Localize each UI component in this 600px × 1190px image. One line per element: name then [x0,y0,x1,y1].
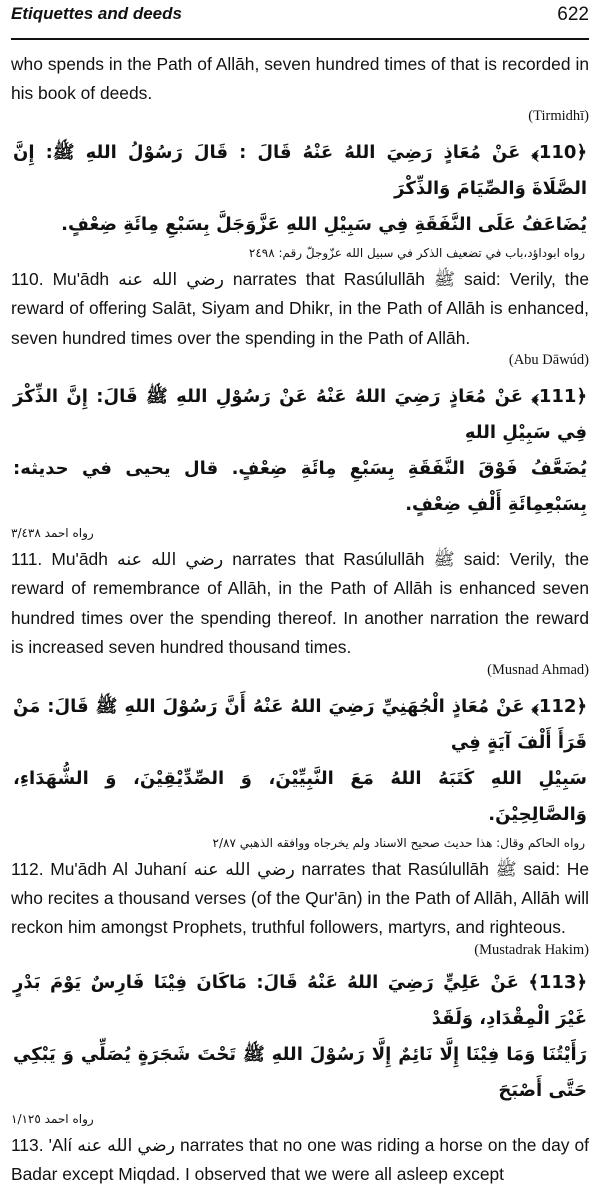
hadith-113-arabic-line-2: رَأَيْتُنَا وَمَا فِيْنَا إِلَّا نَائِمٌ إِلَّا رَسُوْلَ اللهِ ﷺ تَحْتَ شَجَرَةٍ يُصَلِّي وَ يَبْكِي حَتَّى أَصْبَحَ [13,1043,587,1101]
hadith-113-translation: 113. 'Alí رضي الله عنه narrates that no one was riding a horse on the day of Badar except Miqdad. I observed that we were all asleep except [11,1134,590,1185]
hadith-111-reference: رواه احمد ٣/٤٣٨ [11,526,94,541]
hadith-112-reference: رواه الحاكم وقال: هذا حديث صحيح الاسناد ولم يخرجاه ووافقه الذهبي ٢/٨٧ [212,835,585,850]
hadith-112-source: (Mustadrak Hakim) [474,941,589,958]
hadith-110 [11,135,589,371]
hadith-110-reference: رواه ابوداؤد،باب في تضعيف الذكر في سبيل الله عزّوجلّ رقم: ٢٤٩٨ [248,245,585,260]
section-title: Etiquettes and deeds [11,4,182,23]
hadith-113 [11,965,589,1190]
hadith-113-reference: رواه احمد ١/١٢٥ [11,1111,94,1126]
hadith-112-arabic-line-1: ﴿112﴾ عَنْ مُعَاذٍ الْجُهَنِيِّ رَضِيَ اللهُ عَنْهُ أَنَّ رَسُوْلَ اللهِ ﷺ قَالَ: مَنْ قَرَأَ أَلْفَ آيَةٍ فِي [13,695,587,753]
hadith-113-arabic-line-1: ﴿113﴾ عَنْ عَلِيٍّ رَضِيَ اللهُ عَنْهُ قَالَ: مَاكَانَ فِيْنَا فَارِسٌ يَوْمَ بَدْرٍ غَيْرَ الْمِقْدَادِ، وَلَقَدْ [13,971,587,1029]
hadith-111-translation: 111. Mu'ādh رضي الله عنه narrates that Rasúlullāh ﷺ said: Verily, the reward of remembrance of Allāh, in the Path of Allāh is enhanced seven hundred times over the spending thereof. In another narration the reward is increased seven hundred thousand times. [11,549,589,658]
hadith-110-source: (Abu Dāwúd) [508,352,589,369]
hadith-111-arabic-line-2: يُضَعَّفُ فَوْقَ النَّفَقَةِ بِسَبْعِ مِائَةِ ضِعْفٍ. قال يحيى في حديثه: بِسَبْعِمِائَةِ أَلْفِ ضِعْفٍ. [13,458,587,516]
page-content [11,50,589,1190]
page-header [11,0,589,40]
page-number: 622 [557,4,589,25]
hadith-110-arabic-line-2: يُضَاعَفُ عَلَى النَّفَقَةِ فِي سَبِيْلِ اللهِ عَزَّوَجَلَّ بِسَبْعِ مِائَةِ ضِعْفٍ. [61,213,587,235]
hadith-110-arabic-line-1: ﴿110﴾ عَنْ مُعَاذٍ رَضِيَ اللهُ عَنْهُ قَالَ : قَالَ رَسُوْلُ اللهِ ﷺ: إِنَّ الصَّلَاةَ وَالصِّيَامَ وَالذِّكْرَ [13,141,587,199]
hadith-112-arabic-line-2: سَبِيْلِ اللهِ كَتَبَهُ اللهُ مَعَ النَّبِيِّيْنَ، وَ الصِّدِّيْقِيْنَ، وَ الشُّهَدَاءِ، وَالصَّالِحِيْنَ. [13,767,587,825]
hadith-112 [11,689,589,961]
hadith-112-translation: 112. Mu'ādh Al Juhaní رضي الله عنه narrates that Rasúlullāh ﷺ said: He who recites a thousand verses (of the Qur'ān) in the Path of Allāh, Allāh will reckon him amongst Prophets, truthful followers, martyrs, and righteous. [11,858,589,938]
hadith-111-source: (Musnad Ahmad) [487,661,589,678]
continued-source: (Tirmidhī) [528,107,589,124]
continued-text: who spends in the Path of Allāh, seven hundred times of that is recorded in his book of deeds. [11,54,589,104]
continued-paragraph [11,50,589,109]
hadith-110-translation: 110. Mu'ādh رضي الله عنه narrates that Rasúlullāh ﷺ said: Verily, the reward of offering Salāt, Siyam and Dhikr, in the Path of Allāh is enhanced, seven hundred times over the spending in the Path of Allāh. [11,268,589,348]
hadith-111 [11,379,589,681]
hadith-111-arabic-line-1: ﴿111﴾ عَنْ مُعَاذٍ رَضِيَ اللهُ عَنْهُ عَنْ رَسُوْلِ اللهِ ﷺ قَالَ: إِنَّ الذِّكْرَ فِي سَبِيْلِ اللهِ [13,386,587,444]
